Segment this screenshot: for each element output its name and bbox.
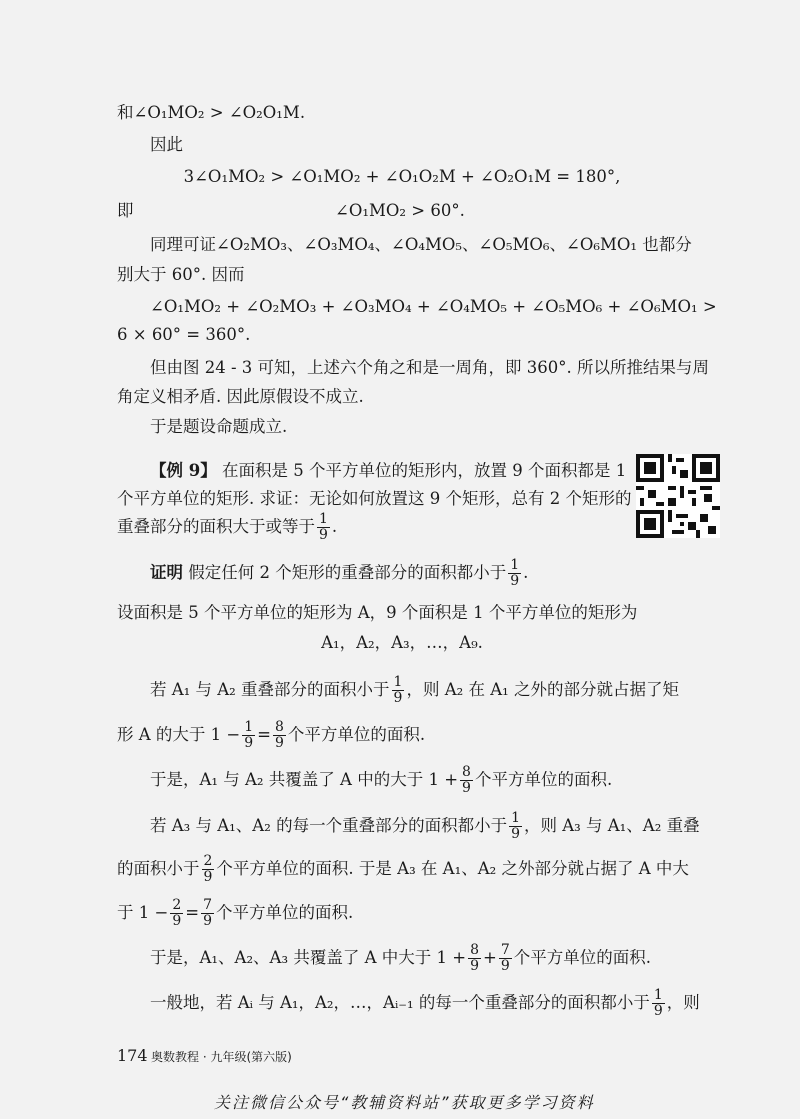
proof-line [117,854,687,885]
text-line: 别大于 60°. 因而 [117,265,245,284]
equation: 6 × 60° = 360°. [117,325,251,344]
fraction: $\frac{1}{9}$ [393,674,403,706]
proof-line [117,898,687,929]
fraction: $\frac{8}{9}$ [274,719,284,751]
proof-line [117,720,687,751]
text-fragment: = [257,725,271,744]
fraction: $\frac{1}{9}$ [511,810,520,842]
text-line: 于是题设命题成立. [150,417,288,436]
text-line: 但由图 24 - 3 可知，上述六个角之和是一周角，即 360°. 所以所推结果与周 [150,358,710,377]
text-fragment: 的面积小于 [117,859,200,878]
book-title: 奥数教程 · 九年级(第六版) [151,1050,292,1064]
equation: ∠O₁MO₂ > 60°. [335,201,465,220]
text-fragment: ，则 A₂ 在 A₁ 之外的部分就占据了矩 [406,680,680,699]
qr-code-icon [636,454,720,538]
text-fragment: 重叠部分的面积大于或等于 [117,517,315,536]
text-fragment: 于是，A₁、A₂、A₃ 共覆盖了 A 中大于 1 + [150,948,467,967]
text-line: 和∠O₁MO₂ > ∠O₂O₁M. [117,103,306,122]
watermark-text: 关注微信公众号“教辅资料站”获取更多学习资料 [214,1093,595,1112]
text-fragment: 若 A₃ 与 A₁、A₂ 的每一个重叠部分的面积都小于 [150,816,508,835]
text-fragment: ，则 [666,993,700,1012]
proof-line: 设面积是 5 个平方单位的矩形为 A，9 个面积是 1 个平方单位的矩形为 [117,603,638,622]
text-fragment: 个平方单位的面积. 于是 A₃ 在 A₁、A₂ 之外部分就占据了 A 中大 [216,859,689,878]
equation: 3∠O₁MO₂ > ∠O₁MO₂ + ∠O₁O₂M + ∠O₂O₁M = 180°, [183,167,621,186]
text-line: 同理可证∠O₂MO₃、∠O₃MO₄、∠O₄MO₅、∠O₅MO₆、∠O₆MO₁ 也都分 [150,235,692,254]
fraction: $\frac{8}{9}$ [470,942,479,974]
fraction: $\frac{1}{9}$ [510,557,520,589]
fraction: $\frac{7}{9}$ [203,897,212,929]
text-fragment: ，则 A₃ 与 A₁、A₂ 重叠 [524,816,700,835]
text-fragment: 即 [117,201,134,220]
proof-line [117,988,720,1019]
fraction: $\frac{2}{9}$ [172,897,182,929]
equation: ∠O₁MO₂ + ∠O₂MO₃ + ∠O₃MO₄ + ∠O₄MO₅ + ∠O₅MO₆ + ∠O₆MO₁ > [150,297,717,316]
text-fragment: 个平方单位的面积. [287,725,426,744]
text-fragment: 若 A₁ 与 A₂ 重叠部分的面积小于 [150,680,390,699]
text-fragment: + [482,948,497,967]
example-line: 个平方单位的矩形. 求证：无论如何放置这 9 个矩形，总有 2 个矩形的 [117,489,632,508]
text-fragment: 个平方单位的面积. [474,770,613,789]
proof-line [117,765,720,796]
text-fragment: 形 A 的大于 1 − [117,725,241,744]
text-fragment: 个平方单位的面积. [513,948,651,967]
page-number: 174 [117,1046,148,1065]
example-line [117,456,640,485]
fraction: $\frac{2}{9}$ [203,853,213,885]
text-fragment: = [185,903,200,922]
text-fragment: 假定任何 2 个矩形的重叠部分的面积都小于 [188,563,507,582]
example-line: 重叠部分的面积大于或等于 $\frac{1}{9}$ . [117,511,338,543]
text-fragment: 在面积是 5 个平方单位的矩形内，放置 9 个面积都是 1 [221,461,627,480]
proof-line: 证明 假定任何 2 个矩形的重叠部分的面积都小于 $\frac{1}{9}$ . [150,557,529,589]
proof-line [117,675,720,706]
fraction: $\frac{1}{9}$ [244,719,254,751]
proof-label: 证明 [150,563,183,582]
fraction: $\frac{1}{9}$ [653,987,663,1019]
fraction: $\frac{1}{9}$ [319,511,328,543]
fraction: $\frac{7}{9}$ [500,942,510,974]
text-fragment: 一般地，若 Aᵢ 与 A₁，A₂，…，Aᵢ₋₁ 的每一个重叠部分的面积都小于 [150,993,650,1012]
text-fragment: 于是，A₁ 与 A₂ 共覆盖了 A 中的大于 1 + [150,770,459,789]
proof-line [117,943,720,974]
text-fragment: 个平方单位的面积. [216,903,354,922]
fraction: $\frac{8}{9}$ [462,764,471,796]
text-line: 因此 [150,135,183,154]
text-line [117,196,687,225]
proof-line [117,811,720,842]
text-line: 角定义相矛盾. 因此原假设不成立. [117,387,364,406]
text-fragment: 于 1 − [117,903,169,922]
example-label: 【例 9】 [150,461,217,480]
equation: A₁，A₂，A₃，…，A₉. [321,633,483,652]
